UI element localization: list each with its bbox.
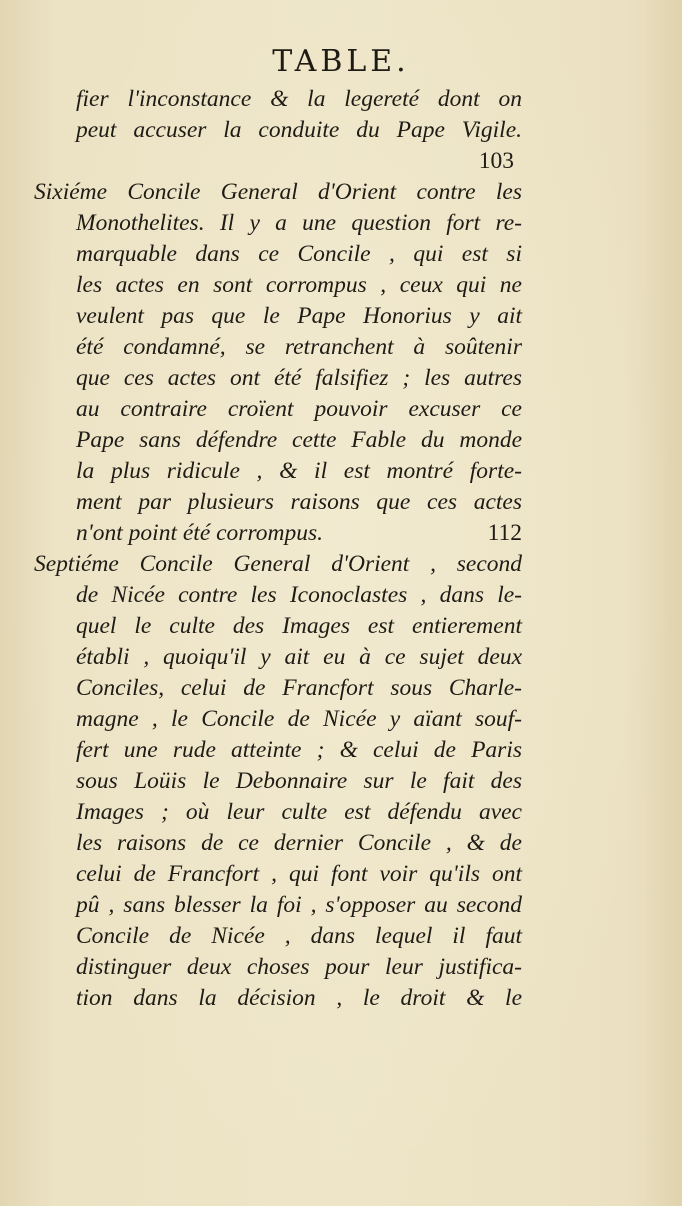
text-line: Conciles, celui de Francfort sous Charle- (76, 675, 522, 701)
entry-last-line (34, 518, 522, 549)
text-line: établi , quoiqu'il y ait eu à ce sujet deux (76, 644, 522, 670)
text-line: sous Loüis le Debonnaire sur le fait des (76, 768, 522, 794)
entry-first-line: Sixiéme Concile General d'Orient contre les (34, 179, 522, 205)
text-line: veulent pas que le Pape Honorius y ait (76, 303, 522, 329)
text-line: ment par plusieurs raisons que ces actes (76, 489, 522, 515)
text-line: les actes en sont corrompus , ceux qui ne (76, 272, 522, 298)
text-line: fert une rude atteinte ; & celui de Paris (76, 737, 522, 763)
text-line: n'ont point été corrompus. (76, 520, 323, 546)
text-line: la plus ridicule , & il est montré forte- (76, 458, 522, 484)
table-of-contents-text (34, 84, 522, 1014)
text-line: quel le culte des Images est entierement (76, 613, 522, 639)
text-line: que ces actes ont été falsifiez ; les autres (76, 365, 522, 391)
text-line: peut accuser la conduite du Pape Vigile. (76, 117, 522, 143)
text-line: celui de Francfort , qui font voir qu'ils ont (76, 861, 522, 887)
text-line: Monothelites. Il y a une question fort re- (76, 210, 522, 236)
text-line: de Nicée contre les Iconoclastes , dans le- (76, 582, 522, 608)
text-line: Images ; où leur culte est défendu avec (76, 799, 522, 825)
text-line: les raisons de ce dernier Concile , & de (76, 830, 522, 856)
text-line: au contraire croïent pouvoir excuser ce (76, 396, 522, 422)
text-line: pû , sans blesser la foi , s'opposer au second (76, 892, 522, 918)
text-line: fier l'inconstance & la legereté dont on (76, 86, 522, 112)
text-line: été condamné, se retranchent à soûtenir (76, 334, 522, 360)
text-line: Concile de Nicée , dans lequel il faut (76, 923, 522, 949)
text-line: tion dans la décision , le droit & le (76, 985, 522, 1011)
text-line: magne , le Concile de Nicée y aïant souf- (76, 706, 522, 732)
text-line: distinguer deux choses pour leur justifica- (76, 954, 522, 980)
text-line: marquable dans ce Concile , qui est si (76, 241, 522, 267)
running-head: TABLE. (272, 44, 410, 79)
page-reference: 103 (478, 148, 514, 174)
entry-first-line: Septiéme Concile General d'Orient , second (34, 551, 522, 577)
page-reference: 112 (487, 520, 522, 546)
text-line: Pape sans défendre cette Fable du monde (76, 427, 522, 453)
